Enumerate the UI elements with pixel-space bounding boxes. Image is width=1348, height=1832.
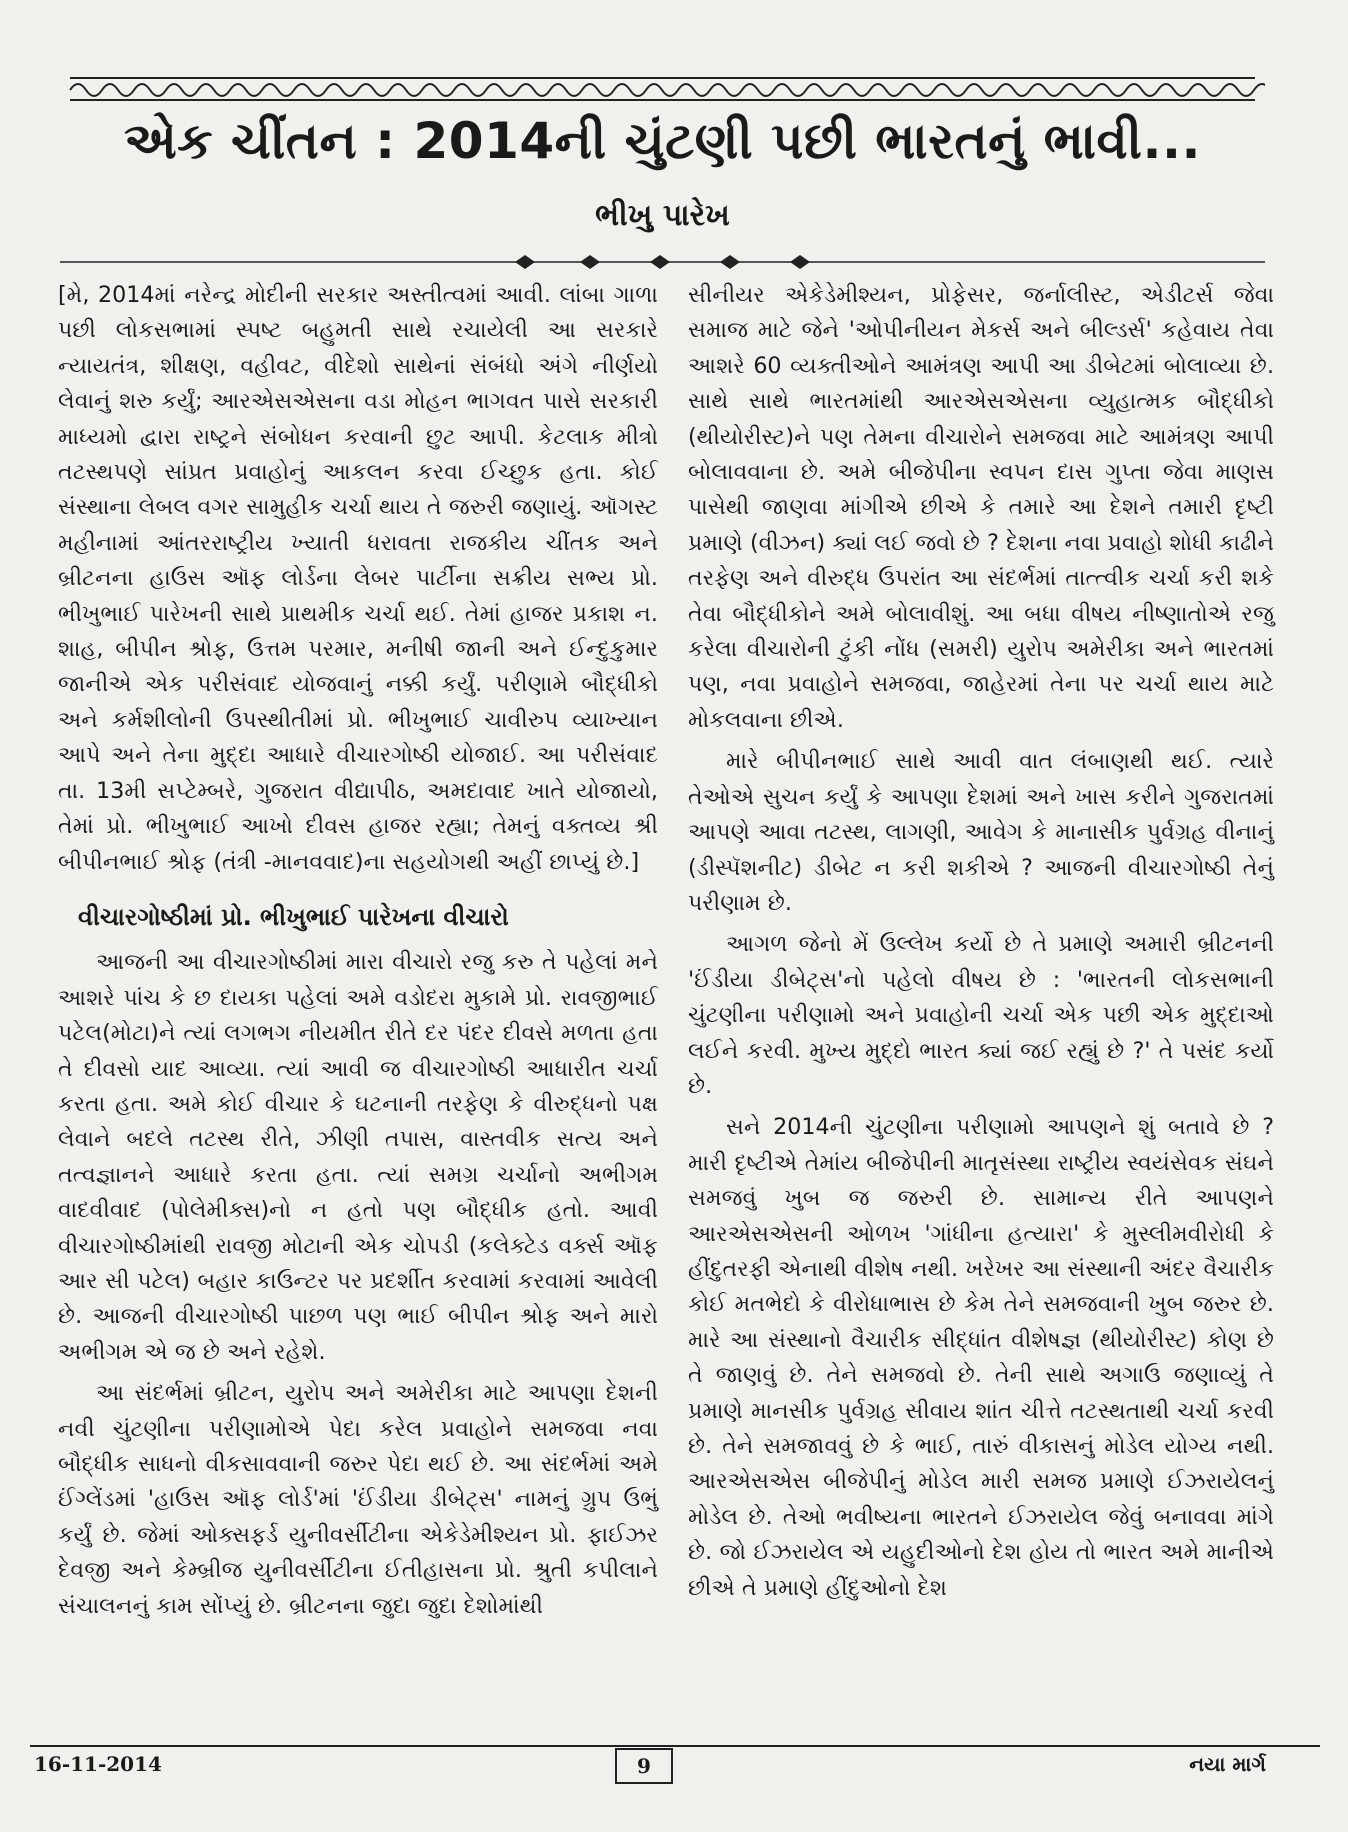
body-paragraph: આગળ જેનો મેં ઉલ્લેખ કર્યો છે તે પ્રમાણે અમારી બ્રીટનની 'ઈંડીયા ડીબેટ્સ'નો પહેલો વીષય છે : 'ભારતની લોકસભાની ચુંટણીના પરીણામો અને પ્રવાહોની ચર્ચા એક પછી એક મુદ્દાઓ લઈને કરવી. મુખ્ય મુદ્દો ભારત ક્યાં જઈ રહ્યું છે ?' તે પસંદ કર્યો છે. — [688, 931, 1275, 1099]
decorative-border — [60, 70, 1265, 106]
ornamental-divider — [60, 250, 1265, 274]
body-paragraph: સને 2014ની ચુંટણીના પરીણામો આપણને શું બતાવે છે ? મારી દૃષ્ટીએ તેમાંય બીજેપીની માતૃસંસ્થા રાષ્ટ્રીય સ્વયંસેવક સંઘને સમજવું ખુબ જ જરુરી છે. સામાન્ય રીતે આપણને આરએસએસની ઓળખ 'ગાંધીના હત્યારા' કે મુસ્લીમવીરોધી કે હીંદુતરફી એનાથી વીશેષ નથી. ખરેખર આ સંસ્થાની અંદર વૈચારીક કોઈ મતભેદો કે વીરોધાભાસ છે કેમ તેને સમજવાની ખુબ જરુર છે. મારે આ સંસ્થાનો વૈચારીક સીદ્ધાંત વીશેષજ્ઞ (થીયોરીસ્ટ) કોણ છે તે જાણવું છે. તેને સમજવો છે. તેની સાથે અગાઉ જણાવ્યું તે પ્રમાણે માનસીક પુર્વગ્રહ સીવાય શાંત ચીત્તે તટસ્થતાથી ચર્ચા કરવી છે. તેને સમજાવવું છે કે ભાઈ, તારું વીકાસનું મોડેલ યોગ્ય નથી. આરએસએસ બીજેપીનું મોડેલ મારી સમજ પ્રમાણે ઈઝરાયેલનું મોડેલ છે. તેઓ ભવીષ્યના ભારતને ઈઝરાયેલ જેવું બનાવવા માંગે છે. જો ઈઝરાયેલ એ યહુદીઓનો દેશ હોય તો ભારત અમે માનીએ છીએ તે પ્રમાણે હીંદુઓનો દેશ — [688, 1114, 1274, 1601]
body-paragraph: મારે બીપીનભાઈ સાથે આવી વાત લંબાણથી થઈ. ત્યારે તેઓએ સુચન કર્યું કે આપણા દેશમાં અને ખાસ કરીને ગુજરાતમાં આપણે આવા તટસ્થ, લાગણી, આવેગ કે માનાસીક પુર્વગ્રહ વીનાનું (ડીસ્પૅશનીટ) ડીબેટ ન કરી શકીએ ? આજની વીચારગોષ્ઠી તેનું પરીણામ છે. — [688, 748, 1274, 916]
left-column — [58, 278, 658, 1630]
footer-rule — [30, 1745, 1320, 1747]
page-number: 9 — [615, 1748, 673, 1784]
body-paragraph: સીનીયર એકેડેમીશ્યન, પ્રોફેસર, જર્નાલીસ્ટ, એડીટર્સ જેવા સમાજ માટે જેને 'ઓપીનીયન મેકર્સ અને બીલ્ડર્સ' કહેવાય તેવા આશરે 60 વ્યક્તીઓને આમંત્રણ આપી આ ડીબેટમાં બોલાવ્યા છે. સાથે સાથે ભારતમાંથી આરએસએસના વ્યુહાત્મક બૌદ્ધીકો (થીયોરીસ્ટ)ને પણ તેમના વીચારોને સમજવા માટે આમંત્રણ આપી બોલાવવાના છે. અમે બીજેપીના સ્વપન દાસ ગુપ્તા જેવા માણસ પાસેથી જાણવા માંગીએ છીએ કે તમારે આ દેશને તમારી દૃષ્ટી પ્રમાણે (વીઝન) ક્યાં લઈ જવો છે ? દેશના નવા પ્રવાહો શોધી કાઢીને તરફેણ અને વીરુદ્ધ ઉપરાંત આ સંદર્ભમાં તાત્ત્વીક ચર્ચા કરી શકે તેવા બૌદ્ધીકોને અમે બોલાવીશું. આ બધા વીષય નીષ્ણાતોએ રજુ કરેલા વીચારોની ટુંકી નોંધ (સમરી) યુરોપ અમેરીકા અને ભારતમાં પણ, નવા પ્રવાહોને સમજવા, જાહેરમાં તેના પર ચર્ચા થાય માટે મોકલવાના છીએ. — [688, 282, 1274, 733]
section-subheading: વીચારગોષ્ઠીમાં પ્રો. ભીખુભાઈ પારેખના વીચારો — [78, 902, 509, 931]
article-title: એક ચીંતન : 2014ની ચુંટણી પછી ભારતનું ભાવી... — [124, 112, 1201, 170]
intro-paragraph: [મે, 2014માં નરેન્દ્ર મોદીની સરકાર અસ્તીત્વમાં આવી. લાંબા ગાળા પછી લોકસભામાં સ્પષ્ટ બહુમતી સાથે રચાયેલી આ સરકારે ન્યાયતંત્ર, શીક્ષણ, વહીવટ, વીદેશો સાથેનાં સંબંધો અંગે નીર્ણયો લેવાનું શરુ કર્યું; આરએસએસના વડા મોહન ભાગવત પાસે સરકારી માધ્યમો દ્વારા રાષ્ટ્રને સંબોધન કરવાની છુટ આપી. કેટલાક મીત્રો તટસ્થપણે સાંપ્રત પ્રવાહોનું આકલન કરવા ઈચ્છુક હતા. કોઈ સંસ્થાના લેબલ વગર સામુહીક ચર્ચા થાય તે જરુરી જણાયું. ઑગસ્ટ મહીનામાં આંતરરાષ્ટ્રીય ખ્યાતી ધરાવતા રાજકીય ચીંતક અને બ્રીટનના હાઉસ ઑફ લોર્ડના લેબર પાર્ટીના સક્રીય સભ્ય પ્રો. ભીખુભાઈ પારેખની સાથે પ્રાથમીક ચર્ચા થઈ. તેમાં હાજર પ્રકાશ ન. શાહ, બીપીન શ્રોફ, ઉત્તમ પરમાર, મનીષી જાની અને ઈન્દુકુમાર જાનીએ એક પરીસંવાદ યોજવાનું નક્કી કર્યું. પરીણામે બૌદ્ધીકો અને કર્મશીલોની ઉપસ્થીતીમાં પ્રો. ભીખુભાઈ ચાવીરુપ વ્યાખ્યાન આપે અને તેના મુદ્દા આધારે વીચારગોષ્ઠી યોજાઈ. આ પરીસંવાદ તા. 13મી સપ્ટેમ્બરે, ગુજરાત વીદ્યાપીઠ, અમદાવાદ ખાતે યોજાયો, તેમાં પ્રો. ભીખુભાઈ આખો દીવસ હાજર રહ્યા; તેમનું વક્તવ્ય શ્રી બીપીનભાઈ શ્રોફ (તંત્રી -માનવવાદ)ના સહયોગથી અહીં છાપ્યું છે.] — [58, 282, 658, 875]
right-column — [688, 278, 1274, 1612]
body-paragraph: આજની આ વીચારગોષ્ઠીમાં મારા વીચારો રજુ કરુ તે પહેલાં મને આશરે પાંચ કે છ દાયકા પહેલાં અમે વડોદરા મુકામે પ્રો. રાવજીભાઈ પટેલ(મોટા)ને ત્યાં લગભગ નીયમીત રીતે દર પંદર દીવસે મળતા હતા તે દીવસો યાદ આવ્યા. ત્યાં આવી જ વીચારગોષ્ઠી આધારીત ચર્ચા કરતા હતા. અમે કોઈ વીચાર કે ઘટનાની તરફેણ કે વીરુદ્ધનો પક્ષ લેવાને બદલે તટસ્થ રીતે, ઝીણી તપાસ, વાસ્તવીક સત્ય અને તત્વજ્ઞાનને આધારે કરતા હતા. ત્યાં સમગ્ર ચર્ચાનો અભીગમ વાદવીવાદ (પોલેમીક્સ)નો ન હતો પણ બૌદ્ધીક હતો. આવી વીચારગોષ્ઠીમાંથી રાવજી મોટાની એક ચોપડી (કલેક્ટેડ વર્ક્સ ઑફ આર સી પટેલ) બહાર કાઉન્ટર પર પ્રદર્શીત કરવામાં કરવામાં આવેલી છે. આજની વીચારગોષ્ઠી પાછળ પણ ભાઈ બીપીન શ્રોફ અને મારો અભીગમ એ જ છે અને રહેશે. — [58, 949, 658, 1365]
body-paragraph: આ સંદર્ભમાં બ્રીટન, યુરોપ અને અમેરીકા માટે આપણા દેશની નવી ચુંટણીના પરીણામોએ પેદા કરેલ પ્રવાહોને સમજવા નવા બૌદ્ધીક સાધનો વીકસાવવાની જરુર પેદા થઈ છે. આ સંદર્ભમાં અમે ઈંગ્લેંડમાં 'હાઉસ ઑફ લોર્ડ'માં 'ઈંડીયા ડીબેટ્સ' નામનું ગ્રુપ ઉભું કર્યું છે. જેમાં ઓક્સફર્ડ યુનીવર્સીટીના એકેડેમીશ્યન પ્રો. ફાઈઝર દેવજી અને કેમ્બ્રીજ યુનીવર્સીટીના ઈતીહાસના પ્રો. શ્રુતી કપીલાને સંચાલનનું કામ સોંપ્યું છે. બ્રીટનના જુદા જુદા દેશોમાંથી — [58, 1380, 658, 1619]
article-author: ભીખુ પારેખ — [595, 198, 730, 233]
footer-date: 16-11-2014 — [34, 1752, 162, 1776]
magazine-name: નયા માર્ગ — [1189, 1752, 1266, 1776]
